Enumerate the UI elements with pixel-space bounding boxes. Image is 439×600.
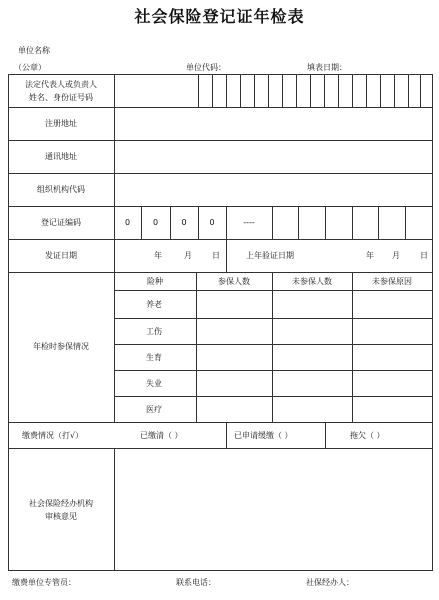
deferred-option[interactable]: 已申请缓缴（ ） xyxy=(234,431,293,440)
mail-address-label: 通讯地址 xyxy=(45,152,77,161)
agency-opinion-label-2: 审核意见 xyxy=(45,512,77,521)
org-code-label: 组织机构代码 xyxy=(37,185,85,194)
agency-opinion-label-1: 社会保险经办机构 xyxy=(29,499,93,508)
insurance-type-pension: 养老 xyxy=(146,300,162,309)
form-title: 社会保险登记证年检表 xyxy=(134,7,305,26)
unit-code-label: 单位代码： xyxy=(186,63,226,72)
cert-digit: 0 xyxy=(124,218,131,227)
last-check-date-label: 上年验证日期 xyxy=(246,251,294,260)
unit-name-label: 单位名称 xyxy=(18,46,50,55)
annual-status-label: 年检时参保情况 xyxy=(33,342,89,351)
paid-option[interactable]: 已缴清（ ） xyxy=(140,431,183,440)
col-insured-header: 参保人数 xyxy=(218,277,250,286)
seal-label: （公章） xyxy=(14,63,46,72)
cert-digit: 0 xyxy=(152,218,159,227)
manager-label: 缴费单位专管员： xyxy=(12,578,76,587)
insurance-type-medical: 医疗 xyxy=(146,405,162,414)
fill-date-label: 填表日期： xyxy=(307,63,347,72)
col-uninsured-header: 未参保人数 xyxy=(292,277,332,286)
issue-year: 年 xyxy=(154,251,162,260)
cert-digit: 0 xyxy=(181,218,187,227)
issue-date-label: 发证日期 xyxy=(45,251,77,260)
last-month: 月 xyxy=(392,251,400,260)
last-year: 年 xyxy=(366,251,374,260)
cert-digit: 0 xyxy=(209,218,215,227)
last-day: 日 xyxy=(420,251,428,260)
insurance-type-maternity: 生育 xyxy=(146,353,162,362)
legal-rep-label-2: 姓名、身份证号码 xyxy=(29,93,93,102)
issue-day: 日 xyxy=(212,251,220,260)
cert-no-label: 登记证编码 xyxy=(41,218,81,227)
insurance-type-unemployment: 失业 xyxy=(146,379,162,388)
arrears-option[interactable]: 拖欠（ ） xyxy=(350,431,385,440)
issue-month: 月 xyxy=(184,251,192,260)
payment-label: 缴费情况（打√） xyxy=(22,431,84,440)
col-type-header: 险种 xyxy=(147,277,163,286)
reg-address-label: 注册地址 xyxy=(45,119,77,128)
handler-label: 社保经办人： xyxy=(306,578,354,587)
phone-label: 联系电话： xyxy=(176,578,216,587)
col-reason-header: 未参保原因 xyxy=(372,277,412,286)
cert-dash: ---- xyxy=(243,218,255,227)
legal-rep-label-1: 法定代表人或负责人 xyxy=(25,80,97,89)
insurance-type-injury: 工伤 xyxy=(146,327,162,336)
